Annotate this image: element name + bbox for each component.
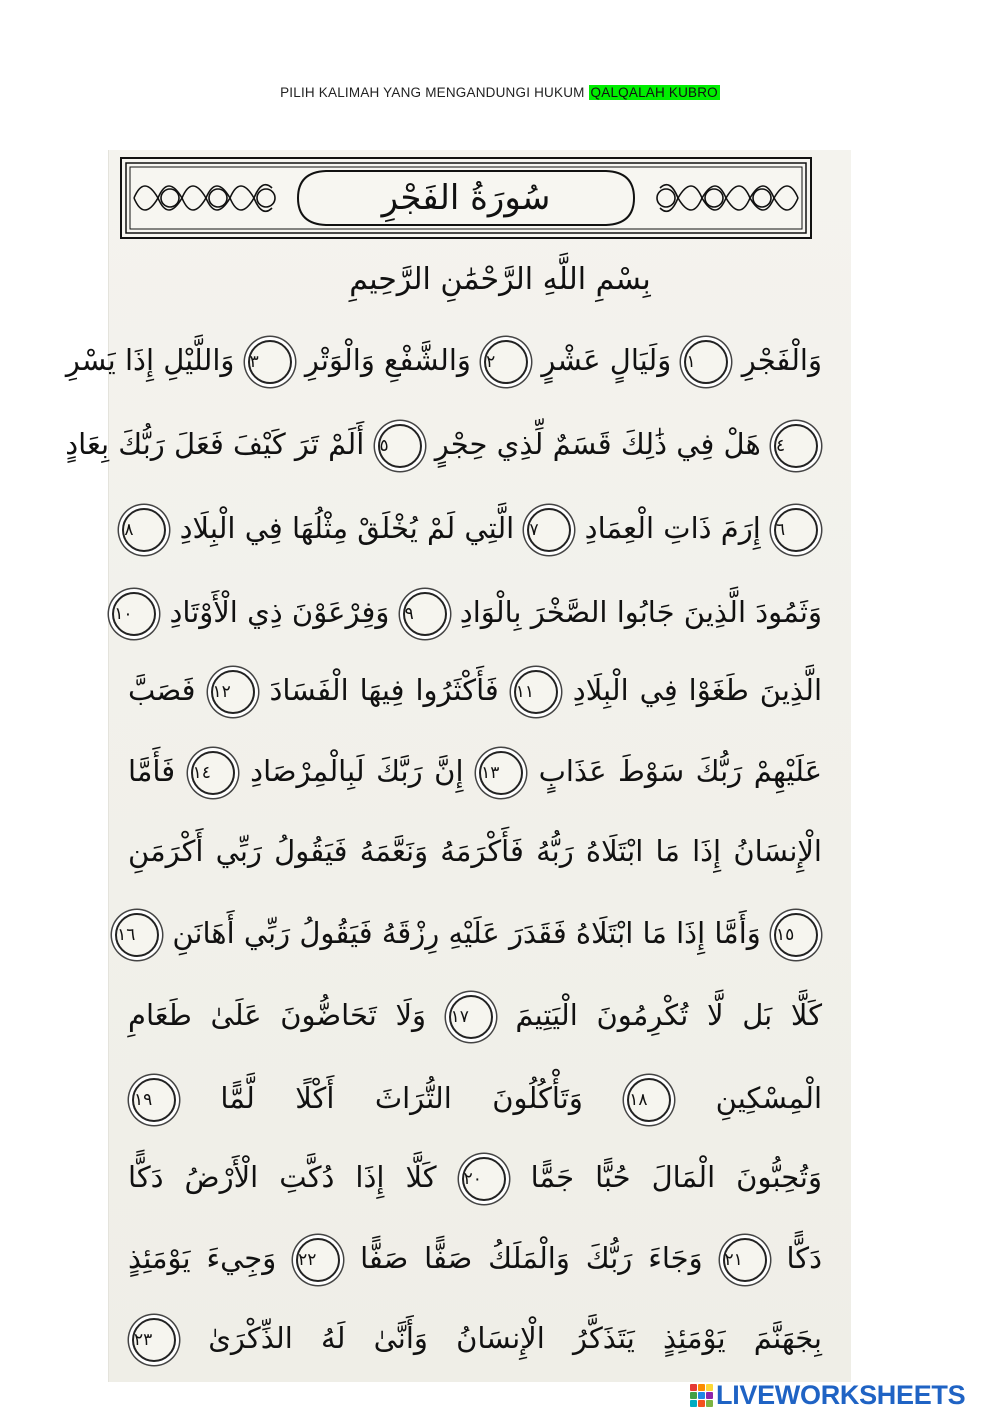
verse-text[interactable]: وَاللَّيْلِ إِذَا يَسْرِ (65, 343, 235, 377)
verse-text[interactable]: وَلَيَالٍ عَشْرٍ (541, 343, 672, 377)
logo-square (698, 1384, 705, 1391)
instruction-highlight: QALQALAH KUBRO (590, 85, 718, 100)
verse-line (128, 993, 822, 1039)
ayah-number-marker: ٢١ (723, 1238, 767, 1282)
basmala: بِسْمِ اللَّهِ الرَّحْمَٰنِ الرَّحِيمِ (349, 262, 651, 297)
instruction-text (0, 85, 1000, 100)
verse-line (65, 422, 822, 468)
ayah-number-marker: ١٠ (112, 592, 156, 636)
verse-text[interactable]: هَلْ فِي ذَٰلِكَ قَسَمٌ لِّذِي حِجْرٍ (434, 427, 761, 461)
verse-text[interactable]: وَجَاءَ رَبُّكَ وَالْمَلَكُ صَفًّا صَفًّا (360, 1241, 703, 1275)
ayah-number-marker: ١٦ (115, 913, 159, 957)
verse-line (128, 1316, 822, 1362)
ayah-number-marker: ٧ (527, 508, 571, 552)
ayah-number-marker: ٤ (774, 424, 818, 468)
verse-line (114, 590, 822, 636)
instruction-prefix: PILIH KALIMAH YANG MENGANDUNGI HUKUM (280, 85, 589, 100)
verse-text[interactable]: الْمِسْكِينِ (715, 1081, 823, 1115)
ayah-number-marker: ١٥ (774, 913, 818, 957)
ayah-number-marker: ٣ (248, 340, 292, 384)
verse-text[interactable]: كَلَّا بَل لَّا تُكْرِمُونَ الْيَتِيمَ (515, 998, 823, 1032)
verse-line (128, 1155, 822, 1201)
verse-text[interactable]: فَصَبَّ (128, 673, 196, 707)
verse-text[interactable]: دَكًّا (786, 1241, 823, 1275)
liveworksheets-mark-icon (690, 1384, 713, 1407)
logo-square (698, 1392, 705, 1399)
surah-title: سُورَةُ الفَجْرِ (381, 178, 551, 218)
verse-text[interactable]: وَفِرْعَوْنَ ذِي الْأَوْتَادِ (169, 595, 390, 629)
verse-text[interactable]: وَجِيءَ يَوْمَئِذٍ (128, 1241, 277, 1275)
verse-line (65, 338, 822, 384)
verse-text[interactable]: الَّذِينَ طَغَوْا فِي الْبِلَادِ (572, 673, 823, 707)
verse-text[interactable]: إِنَّ رَبَّكَ لَبِالْمِرْصَادِ (250, 754, 464, 788)
ayah-number-marker: ١٢ (211, 670, 255, 714)
logo-square (690, 1392, 697, 1399)
verse-line (128, 829, 822, 873)
logo-square (706, 1392, 713, 1399)
verse-line (117, 911, 822, 957)
verse-line (128, 1076, 822, 1122)
verse-text[interactable]: الَّتِي لَمْ يُخْلَقْ مِثْلُهَا فِي الْبِلَادِ (179, 511, 515, 545)
ayah-number-marker: ٢ (484, 340, 528, 384)
ayah-number-marker: ٢٢ (296, 1238, 340, 1282)
ayah-number-marker: ١٩ (132, 1078, 176, 1122)
logo-square (706, 1384, 713, 1391)
ayah-number-marker: ١٨ (627, 1078, 671, 1122)
ayah-number-marker: ١٤ (191, 751, 235, 795)
verse-text[interactable]: فَأَكْثَرُوا فِيهَا الْفَسَادَ (269, 673, 499, 707)
ayah-number-marker: ٢٠ (462, 1157, 506, 1201)
surah-header-frame (120, 157, 812, 239)
verse-text[interactable]: وَتَأْكُلُونَ التُّرَاثَ أَكْلًا لَّمًّا (220, 1081, 583, 1115)
verse-line (128, 1236, 822, 1282)
verse-text[interactable]: أَلَمْ تَرَ كَيْفَ فَعَلَ رَبُّكَ بِعَادٍ (65, 427, 365, 461)
verse-text[interactable]: إِرَمَ ذَاتِ الْعِمَادِ (584, 511, 761, 545)
verse-text[interactable]: عَلَيْهِمْ رَبُّكَ سَوْطَ عَذَابٍ (538, 754, 823, 788)
verse-line (128, 749, 822, 795)
verse-text[interactable]: وَأَمَّا إِذَا مَا ابْتَلَاهُ فَقَدَرَ عَلَيْهِ رِزْقَهُ فَيَقُولُ رَبِّي أَهَانَنِ (172, 916, 761, 950)
verse-line (124, 506, 822, 552)
liveworksheets-text: LIVEWORKSHEETS (716, 1379, 966, 1410)
ayah-number-marker: ٢٣ (132, 1318, 176, 1362)
liveworksheets-logo (690, 1378, 965, 1412)
verse-text[interactable]: وَالْفَجْرِ (741, 343, 822, 377)
ayah-number-marker: ٩ (403, 592, 447, 636)
logo-square (698, 1400, 705, 1407)
logo-square (706, 1400, 713, 1407)
ayah-number-marker: ٥ (378, 424, 422, 468)
ayah-number-marker: ١٧ (449, 995, 493, 1039)
verse-text[interactable]: وَثَمُودَ الَّذِينَ جَابُوا الصَّخْرَ بِالْوَادِ (459, 595, 822, 629)
ayah-number-marker: ٦ (774, 508, 818, 552)
verse-text[interactable]: الْإِنسَانُ إِذَا مَا ابْتَلَاهُ رَبُّهُ فَأَكْرَمَهُ وَنَعَّمَهُ فَيَقُولُ رَبِّي أَكْرَمَنِ (128, 834, 822, 868)
ayah-number-marker: ١١ (514, 670, 558, 714)
ayah-number-marker: ١ (684, 340, 728, 384)
logo-square (690, 1384, 697, 1391)
verse-line (128, 668, 822, 714)
verse-text[interactable]: بِجَهَنَّمَ يَوْمَئِذٍ يَتَذَكَّرُ الْإِنسَانُ وَأَنَّىٰ لَهُ الذِّكْرَىٰ (208, 1321, 822, 1355)
verse-text[interactable]: وَلَا تَحَاضُّونَ عَلَىٰ طَعَامِ (128, 998, 426, 1032)
ayah-number-marker: ١٣ (479, 751, 523, 795)
verse-text[interactable]: وَتُحِبُّونَ الْمَالَ حُبًّا جَمًّا (530, 1160, 822, 1194)
logo-square (690, 1400, 697, 1407)
verse-text[interactable]: فَأَمَّا (128, 754, 176, 788)
ayah-number-marker: ٨ (122, 508, 166, 552)
verse-text[interactable]: وَالشَّفْعِ وَالْوَتْرِ (304, 343, 471, 377)
verse-text[interactable]: كَلَّا إِذَا دُكَّتِ الْأَرْضُ دَكًّا (128, 1160, 437, 1194)
